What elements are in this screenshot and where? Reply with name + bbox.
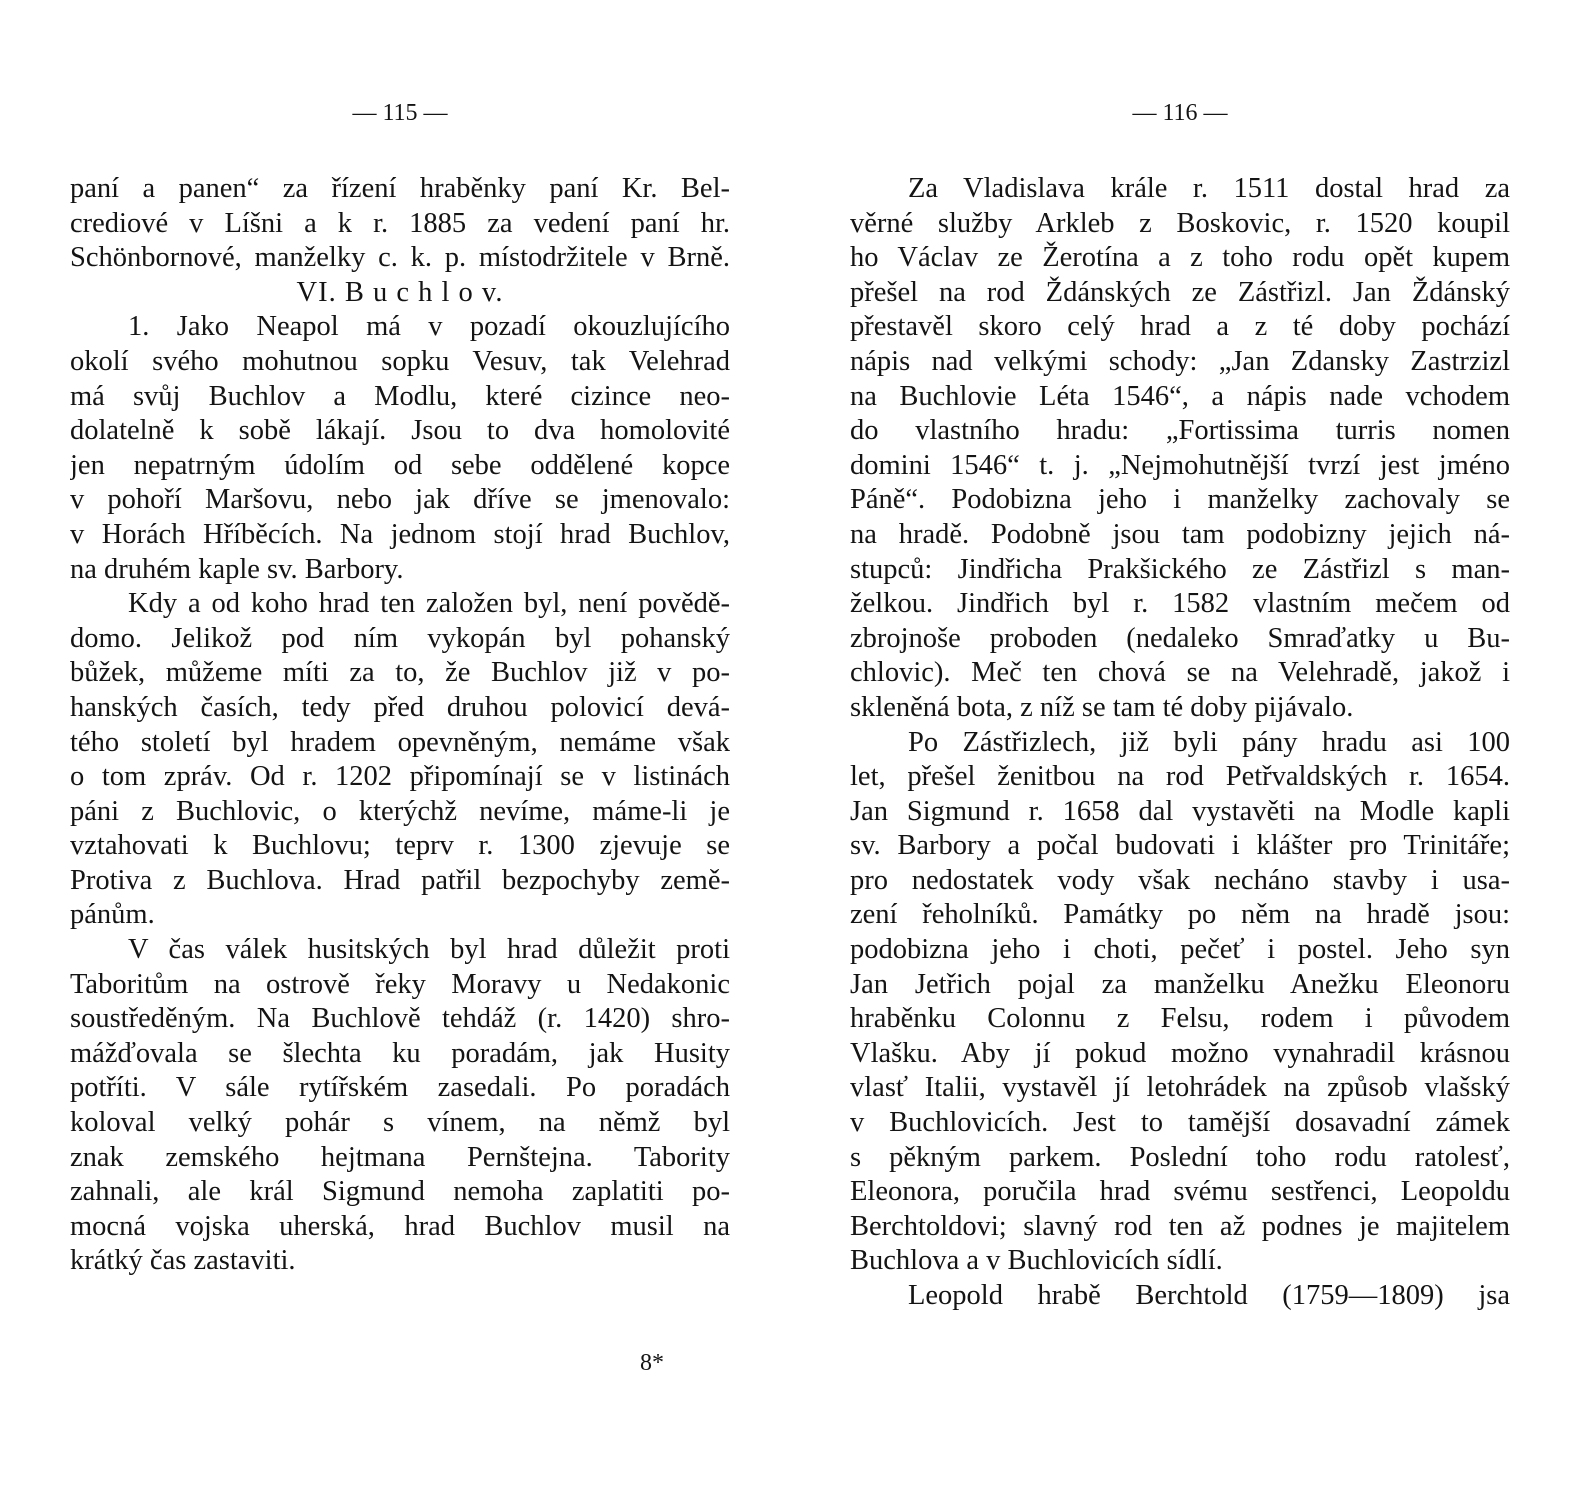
signature-mark: 8* bbox=[640, 1350, 664, 1376]
text-line: mocná vojska uherská, hrad Buchlov musil na bbox=[70, 1210, 730, 1242]
text-line: zahnali, ale král Sigmund nemoha zaplatiti po- bbox=[70, 1176, 730, 1208]
text-line: na Buchlovie Léta 1546“, a nápis nade vchodem bbox=[850, 380, 1510, 412]
text-line: tého století byl hradem opevněným, nemáme však bbox=[70, 726, 730, 758]
text-line: Jan Jetřich pojal za manželku Anežku Eleonoru bbox=[850, 968, 1510, 1000]
text-line: v Horách Hříběcích. Na jednom stojí hrad Buchlov, bbox=[70, 518, 730, 550]
text-line: bůžek, můžeme míti za to, že Buchlov již v po- bbox=[70, 657, 730, 689]
text-line: věrné služby Arkleb z Boskovic, r. 1520 koupil bbox=[850, 207, 1510, 239]
right-page bbox=[850, 0, 1510, 1500]
text-line: nápis nad velkými schody: „Jan Zdansky Zastrzizl bbox=[850, 345, 1510, 377]
text-line: o tom zpráv. Od r. 1202 připomínají se v listinách bbox=[70, 761, 730, 793]
text-line: na hradě. Podobně jsou tam podobizny jejich ná- bbox=[850, 518, 1510, 550]
text-line: má svůj Buchlov a Modlu, které cizince neo- bbox=[70, 380, 730, 412]
text-line: vlasť Italii, vystavěl jí letohrádek na způsob vlašský bbox=[850, 1072, 1510, 1104]
text-line: Páně“. Podobizna jeho i manželky zachovaly se bbox=[850, 484, 1510, 516]
text-line: stupců: Jindřicha Prakšického ze Zástřizl s man- bbox=[850, 553, 1510, 585]
text-line: znak zemského hejtmana Pernštejna. Taboritу bbox=[70, 1141, 730, 1173]
text-line: v pohoří Maršovu, nebo jak dříve se jmenovalo: bbox=[70, 484, 730, 516]
text-line: Jan Sigmund r. 1658 dal vystavěti na Modle kapli bbox=[850, 795, 1510, 827]
text-line: domini 1546“ t. j. „Nejmohutnější tvrzí jest jméno bbox=[850, 449, 1510, 481]
text-line: Berchtoldovi; slavný rod ten až podnes je majitelem bbox=[850, 1210, 1510, 1242]
text-line: želkou. Jindřich byl r. 1582 vlastním mečem od bbox=[850, 588, 1510, 620]
text-line: let, přešel ženitbou na rod Petřvaldských r. 1654. bbox=[850, 761, 1510, 793]
text-line: sv. Barbory a počal budovati i klášter pro Trinitáře; bbox=[850, 830, 1510, 862]
text-line: jen nepatrným údolím od sebe oddělené kopce bbox=[70, 449, 730, 481]
text-line: skleněná bota, z níž se tam té doby pijávalo. bbox=[850, 691, 1354, 723]
text-line: Za Vladislava krále r. 1511 dostal hrad za bbox=[908, 173, 1510, 204]
text-line: koloval velký pohár s vínem, na němž byl bbox=[70, 1107, 730, 1139]
text-line: Buchlova a v Buchlovicích sídlí. bbox=[850, 1245, 1223, 1277]
text-line: pánům. bbox=[70, 899, 155, 931]
text-line: Leopold hrabě Berchtold (1759—1809) jsa bbox=[908, 1280, 1510, 1311]
text-line: s pěkným parkem. Poslední toho rodu ratolesť, bbox=[850, 1141, 1510, 1173]
text-line: přešel na rod Ždánských ze Zástřizl. Jan Ždánský bbox=[850, 276, 1510, 308]
text-line: podobizna jeho i choti, pečeť i postel. Jeho syn bbox=[850, 934, 1510, 966]
text-line: Vlašku. Aby jí pokud možno vynahradil krásnou bbox=[850, 1037, 1510, 1069]
text-line: do vlastního hradu: „Fortissima turris nomen bbox=[850, 415, 1510, 447]
text-line: okolí svého mohutnou sopku Vesuv, tak Velehrad bbox=[70, 345, 730, 377]
text-line: soustředěným. Na Buchlově tehdáž (r. 1420) shro- bbox=[70, 1003, 730, 1035]
text-line: hanských časích, tedy před druhou polovicí devá- bbox=[70, 691, 730, 723]
text-line: Eleonora, poručila hrad svému sestřenci, Leopoldu bbox=[850, 1176, 1510, 1208]
left-page bbox=[70, 0, 730, 1500]
text-line: potříti. V sále rytířském zasedali. Po poradách bbox=[70, 1072, 730, 1104]
text-line: V čas válek husitských byl hrad důležit proti bbox=[128, 934, 730, 966]
text-line: vztahovati k Buchlovu; teprv r. 1300 zjevuje se bbox=[70, 830, 730, 862]
text-line: hraběnku Colonnu z Felsu, rodem i původem bbox=[850, 1003, 1510, 1035]
text-line: páni z Buchlovic, o kterýchž nevíme, máme-li je bbox=[70, 795, 730, 827]
text-line: přestavěl skoro celý hrad a z té doby pochází bbox=[850, 311, 1510, 343]
text-line: pro nedostatek vody však necháno stavby i usa- bbox=[850, 864, 1510, 896]
text-line: mážďovala se šlechta ku poradám, jak Husity bbox=[70, 1037, 730, 1069]
text-line: chlovic). Meč ten chová se na Velehradě, jakož i bbox=[850, 657, 1510, 689]
text-line: na druhém kaple sv. Barbory. bbox=[70, 553, 404, 585]
text-line: krátký čas zastaviti. bbox=[70, 1245, 296, 1277]
text-body bbox=[850, 172, 1510, 1314]
section-heading: VI. B u c h l o v. bbox=[296, 276, 504, 308]
page-number: — 116 — bbox=[1132, 100, 1228, 126]
text-body bbox=[70, 172, 730, 1279]
text-line: domo. Jelikož pod ním vykopán byl pohanský bbox=[70, 622, 730, 654]
text-line: Schönbornové, manželky c. k. p. místodržitele v Brně. bbox=[70, 242, 730, 274]
text-line: dolatelně k sobě lákají. Jsou to dva homolovité bbox=[70, 415, 730, 447]
text-line: Protiva z Buchlova. Hrad patřil bezpochyby země- bbox=[70, 864, 730, 896]
text-line: Po Zástřizlech, již byli pány hradu asi 100 bbox=[908, 726, 1510, 758]
text-line: 1. Jako Neapol má v pozadí okouzlujícího bbox=[128, 311, 730, 343]
text-line: v Buchlovicích. Jest to tamější dosavadní zámek bbox=[850, 1107, 1510, 1139]
text-line: ho Václav ze Žerotína a z toho rodu opět kupem bbox=[850, 242, 1510, 274]
page-number: — 115 — bbox=[352, 100, 448, 126]
text-line: Kdy a od koho hrad ten založen byl, není povědě- bbox=[128, 588, 730, 620]
text-line: paní a panen“ za řízení hraběnky paní Kr. Bel- bbox=[70, 173, 730, 204]
text-line: crediové v Líšni a k r. 1885 za vedení paní hr. bbox=[70, 207, 730, 239]
text-line: zbrojnoše proboden (nedaleko Smraďatky u Bu- bbox=[850, 622, 1510, 654]
text-line: zení řeholníků. Památky po něm na hradě jsou: bbox=[850, 899, 1510, 931]
text-line: Taboritům na ostrově řeky Moravy u Nedakonic bbox=[70, 968, 730, 1000]
